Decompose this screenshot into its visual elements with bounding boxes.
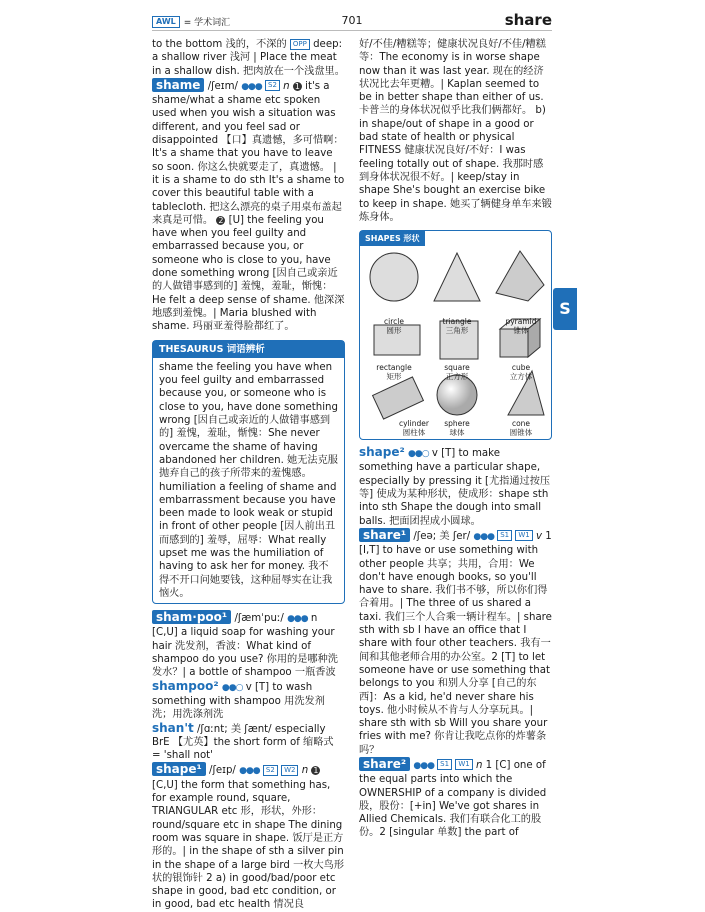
entry-continuation: 好/不佳/糟糕等；健康状况良好/不佳/糟糕等：The economy is in worse shape now than it was last year. 现在的经济状况比去年更糟。| Kaplan seemed to be in better shape than either of us. 卡普兰的身体状况似乎比我们俩都好。 b) in shape/out of shape in a good or bad state of health or physical FITNESS 健康状况良好/不好：I was feeling totally out of shape. 我那时感到身体状况很不好。| keep/stay in shape She's bought an exercise bike to keep in shape. 她买了辆健身单车来锻炼身体。	[359, 39, 552, 223]
thesaurus-box	[152, 340, 345, 605]
right-column	[359, 38, 552, 840]
letter-tab: S	[553, 288, 577, 330]
sense-number-icon: 1	[294, 81, 300, 91]
entry-shampoo-verb: shampoo² ●●○ v [T] to wash something with shampoo 用洗发剂洗；用洗涤剂洗	[152, 678, 325, 721]
headword-shame: shame	[152, 78, 204, 92]
thesaurus-title: THESAURUS 词语辨析	[153, 341, 344, 358]
sphere-shape	[437, 375, 477, 415]
label-rectangle: rectangle 矩形	[376, 363, 412, 382]
frequency-dots-icon: ●●○	[221, 682, 243, 693]
circle-shape	[370, 253, 418, 301]
guide-word: share	[504, 11, 552, 29]
left-column	[152, 38, 345, 912]
label-triangle: triangle 三角形	[442, 317, 472, 336]
label-sphere: sphere 球体	[444, 419, 470, 438]
label-cube: cube 立方体	[509, 363, 533, 382]
entry-shape-verb: shape² ●●○ v [T] to make something have a particular shape, especially by pressing it [尤指通过按压等] 使成为某种形状，使成形：shape sth into sth Shape the dough into small balls. 把面团捏成小圆球。	[359, 445, 551, 527]
label-square: square 正方形	[444, 363, 470, 382]
sense-number-icon: 2	[218, 215, 224, 225]
entry-shame: shame /ʃeɪm/ ●●● S2 n 1 it's a shame/what a shame etc spoken used when you wish a situation was different, and you feel sad or disappointed 【口】真遗憾，多可惜啊：It's a shame that you have to leave so soon. 你这么快就要走了，真遗憾。 | it is a shame to do sth It's a shame to cover this beautiful table with a tablecloth. 把这么漂亮的桌子用桌布盖起来真是可惜。 2 [U] the feeling you have when you feel guilty and embarrassed because you, or someone who is close to you, have done something wrong [因自己或亲近的人做错事感到的] 羞愧，羞耻，惭愧：He felt a deep sense of shame. 他深深地感到羞愧。| Maria blushed with shame. 玛丽亚羞得脸都红了。	[152, 77, 345, 333]
label-circle: circle 圆形	[384, 317, 404, 336]
frequency-dots-icon: ●●●	[239, 766, 260, 777]
thesaurus-entry-humiliation: humiliation a feeling of shame and embarrassment because you have been made to look weak or stupid in front of other people [因人前出丑而感到的] 羞辱，屈辱：What really upset me was the humiliation of having to ask her for money. 我不得不开口问她要钱，这种屈辱实在让我恼火。	[159, 481, 337, 599]
awl-note: = 学术词汇	[183, 18, 231, 28]
cylinder-shape	[373, 377, 424, 419]
shapes-illustration	[359, 230, 552, 440]
sense-number-icon: 1	[313, 766, 319, 776]
triangle-shape	[434, 253, 480, 301]
label-cone: cone 圆锥体	[509, 419, 533, 438]
awl-badge: AWL	[152, 16, 180, 28]
frequency-dots-icon: ●●●	[413, 760, 434, 771]
frequency-dots-icon: ●●○	[408, 449, 429, 460]
entry-continuation: to the bottom 浅的，不深的 OPP deep: a shallow river 浅河 | Place the meat in a shallow dish. 把肉放在一个浅盘里。	[152, 39, 345, 77]
label-pyramid: pyramid 锥体	[505, 317, 537, 336]
thesaurus-entry-shame: shame the feeling you have when you feel guilty and embarrassed because you, or someone who is close to you, have done something wrong [因自己或亲近的人做错事感到的] 羞愧，羞耻，惭愧：She never overcame the shame of having abandoned her children. 她无法克服抛弃自己的孩子所带来的羞愧感。	[159, 361, 338, 480]
pyramid-shape	[496, 251, 544, 301]
label-cylinder: cylinder 圆柱体	[399, 419, 429, 438]
entry-shape-noun: shape¹ /ʃeɪp/ ●●● S2 W2 n 1 [C,U] the form that something has, for example round, square, TRIANGULAR etc 形，形状，外形：round/square etc in shape The dining room was square in shape. 饭厅是正方形的。| in the shape of sth a silver pin in the shape of a large bird 一枚大鸟形状的银饰针 2 a) in good/bad/poor etc shape in good, bad etc condition, or in good, bad etc health 情况良	[152, 762, 345, 911]
frequency-dots-icon: ●●●	[241, 81, 262, 92]
shapes-title: SHAPES 形状	[360, 231, 425, 246]
entry-share-noun: share² ●●● S1 W1 n 1 [C] one of the equal parts into which the OWNERSHIP of a company is divided 股，股份：[+in] We've got shares in Allied Chemicals. 我们有联合化工的股份。2 [singular 单数] the part of	[359, 756, 547, 839]
entry-shampoo: sham·poo¹ /ʃæmˈpuː/ ●●● n [C,U] a liquid soap for washing your hair 洗发剂，香波：What kind of shampoo do you use? 你用的是哪种洗发水？| a bottle of shampoo 一瓶香波	[152, 610, 338, 679]
frequency-dots-icon: ●●●	[287, 614, 308, 625]
page-number: 701	[341, 14, 363, 27]
entry-shant: shan't /ʃɑːnt; 美 ʃænt/ especially BrE 【尤英】the short form of 缩略式 = 'shall not'	[152, 720, 334, 762]
page-header	[152, 11, 552, 31]
entry-share-verb: share¹ /ʃeə; 美 ʃer/ ●●● S1 W1 v 1 [I,T] to have or use something with other people 共享；共用，合用：We don't have enough books, so you'll have to share. 我们书不够，所以你们得合着用。| The three of us shared a taxi. 我们三个人合乘一辆计程车。| share sth with sb I have an office that I share with four other teachers. 我有一间和其他老师合用的办公室。2 [T] to let someone have or use something that belongs to you 和别人分享 [自己的东西]：As a kid, he'd never share his toys. 他小时候从不肯与人分享玩具。| share sth with sb Will you share your fries with me? 你肯让我吃点你的炸薯条吗？	[359, 527, 552, 756]
frequency-dots-icon: ●●●	[473, 531, 494, 542]
shapes-drawing	[362, 245, 552, 438]
